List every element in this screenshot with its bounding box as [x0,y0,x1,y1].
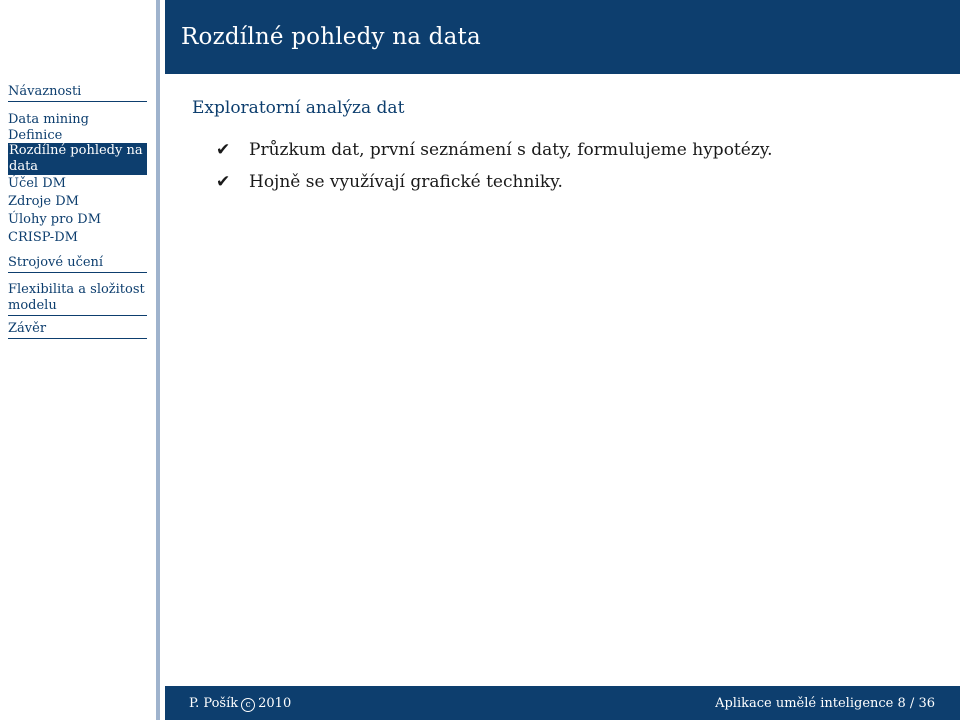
nav-item-ulohy-pro-dm[interactable]: Úlohy pro DM [8,212,102,227]
slide-footer [165,686,960,720]
slide-header [165,0,960,74]
nav-item-ucel-dm[interactable]: Účel DM [8,176,66,191]
nav-section-navaznosti[interactable]: Návaznosti [8,84,147,102]
footer-page-total: 36 [918,696,935,711]
footer-course-info [715,696,935,711]
nav-section-flexibilita[interactable]: Flexibilita a složitost modelu [8,282,147,316]
bullet-text: Průzkum dat, první seznámení s daty, formulujeme hypotézy. [249,140,773,160]
slide-title: Rozdílné pohledy na data [181,24,481,50]
footer-page-separator: / [909,696,915,711]
nav-item-data-mining[interactable]: Data mining [8,112,89,127]
copyright-icon: c [241,698,255,712]
nav-item-definice[interactable]: Definice [8,128,63,143]
nav-item-zdroje-dm[interactable]: Zdroje DM [8,194,79,209]
footer-course: Aplikace umělé inteligence [715,696,894,711]
nav-item-crisp-dm[interactable]: CRISP-DM [8,230,78,245]
footer-author: P. Pošík [189,696,239,711]
bullet-item [216,172,563,192]
footer-author-info [189,696,291,712]
checkmark-icon: ✔ [216,172,231,192]
nav-section-zaver[interactable]: Závěr [8,321,147,339]
footer-year: 2010 [258,696,292,711]
bullet-item [216,140,773,160]
footer-page-current: 8 [897,696,906,711]
nav-item-rozdilne-pohledy[interactable]: Rozdílné pohledy na data [8,143,147,175]
checkmark-icon: ✔ [216,140,231,160]
bullet-text: Hojně se využívají grafické techniky. [249,172,563,192]
slide-content [165,74,960,686]
nav-section-strojove-uceni[interactable]: Strojové učení [8,255,147,273]
slide-subtitle: Exploratorní analýza dat [192,98,405,118]
sidebar-navigation [0,0,160,720]
